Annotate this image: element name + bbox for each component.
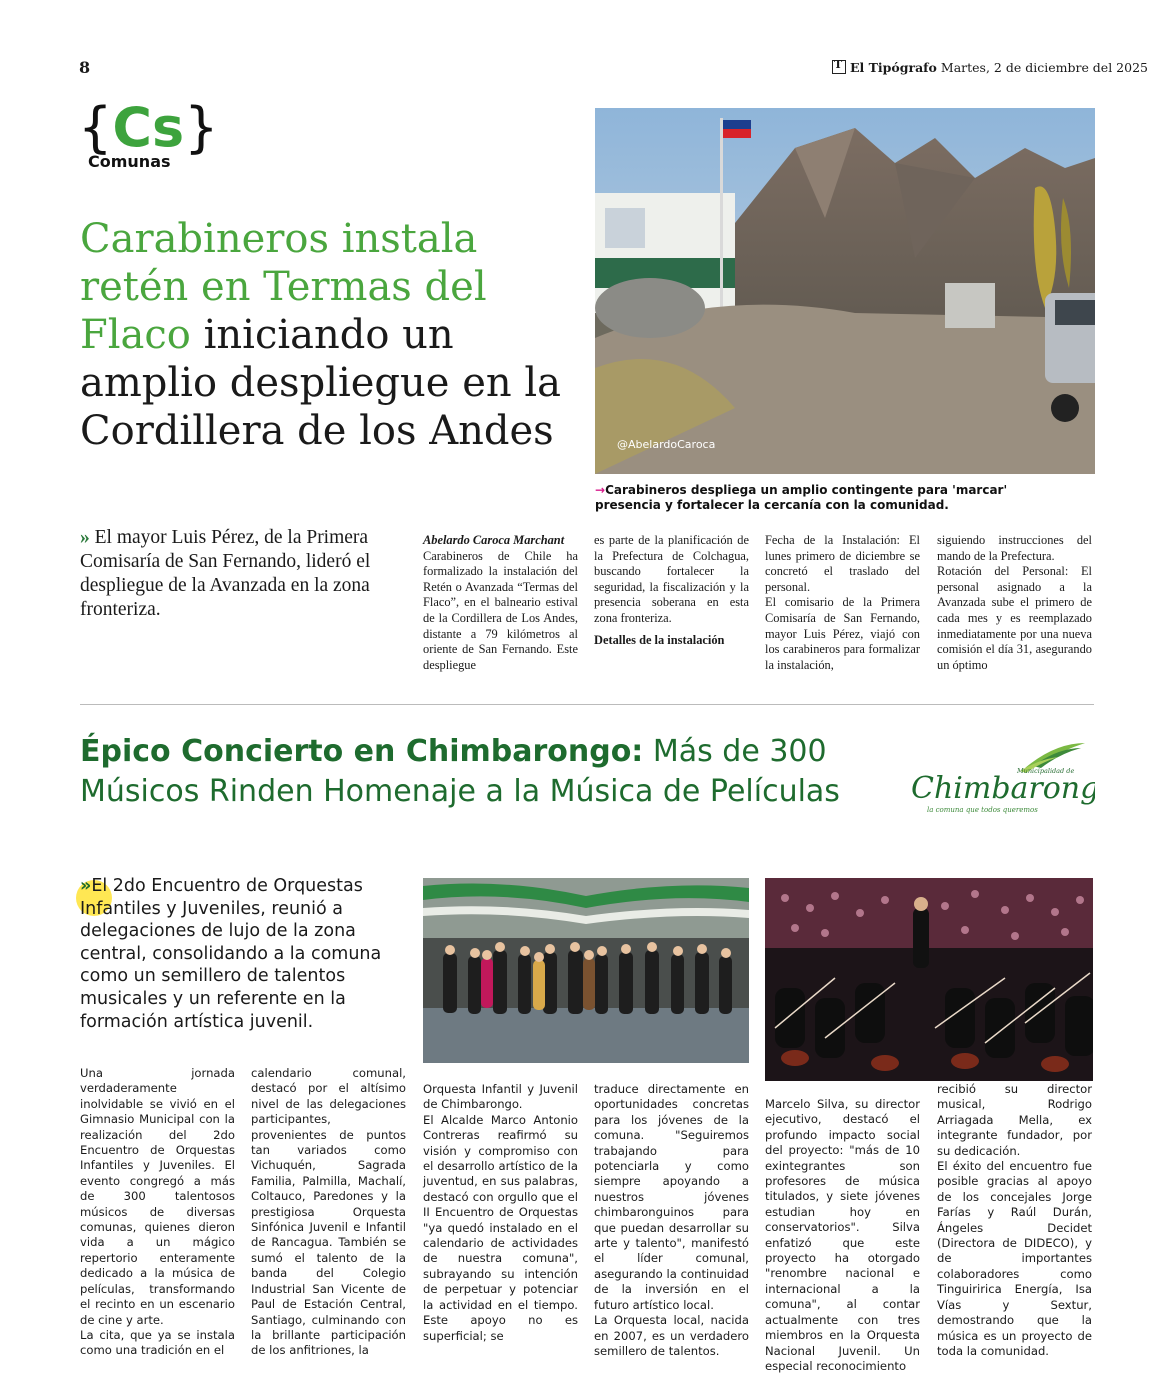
logo-top-text: Municipalidad de [1017, 767, 1075, 775]
article1-photo [595, 108, 1095, 474]
section-divider [80, 704, 1094, 705]
article2-column-6 [937, 1082, 1092, 1359]
orchestra-performance-photo [765, 878, 1093, 1081]
section-tag [78, 98, 219, 171]
caption-text: Carabineros despliega un amplio contingente para 'marcar' presencia y fortalecer la cercanía con la comunidad. [595, 483, 1008, 512]
article2-column-2 [251, 1066, 406, 1359]
article2-column-5 [765, 1097, 920, 1374]
photo-caption [595, 483, 1075, 513]
article1-col1-text: Carabineros de Chile ha formalizado la instalación del Retén o Avanzada “Termas del Flaco”, en el balneario estival de la Cordillera de Los Andes, distante a 79 kilómetros al oriente de San Fernando. Este despliegue [423, 548, 578, 672]
article1-lead [80, 526, 410, 622]
article1-headline [80, 215, 580, 455]
headline-highlight: Carabineros instala retén en Termas del Flaco [80, 216, 487, 358]
section-code: {Cs} [78, 96, 219, 159]
lead-text: El mayor Luis Pérez, de la Primera Comisaría de San Fernando, lideró el despliegue de la Avanzada en la zona fronteriza. [80, 527, 371, 620]
section-label: Comunas [88, 152, 171, 171]
caption-arrow-icon: → [595, 483, 606, 497]
article2-col4-text-b: La Orquesta local, nacida en 2007, es un verdadero semillero de talentos. [594, 1313, 749, 1358]
headline-rest: iniciando un amplio despliegue en la Cordillera de los Andes [80, 312, 561, 454]
page-number: 8 [79, 58, 91, 77]
article2-col1-text-a: Una jornada verdaderamente inolvidable se vivió en el Gimnasio Municipal con la realización del 2do Encuentro de Orquestas Infantiles y Juveniles. El evento congregó a más de 300 talentosos músicos de diversas comunas, quienes dieron vida a un mágico repertorio enteramente dedicado a la música de películas, transformando el recinto en un escenario de cine y arte. [80, 1066, 235, 1327]
article1-col4-text-b: Rotación del Personal: El personal asignado a la Avanzada sube el primero de cada mes y es reemplazado inmediatamente por una nueva comisión el día 31, asegurando un óptimo [937, 564, 1092, 672]
article2-col1-text-b: La cita, que ya se instala como una tradición en el [80, 1327, 235, 1358]
logo-tagline: la comuna que todos queremos [927, 806, 1038, 814]
article1-column-4 [937, 533, 1092, 673]
article2-col4-text-a: traduce directamente en oportunidades concretas para los jóvenes de la comuna. "Seguiremos trabajando para potenciarla y como siempre apoyando a nuestros jóvenes chimbaronguinos para que puedan desarrollar su arte y talento", manifestó el líder comunal, asegurando la continuidad de la inversión en el futuro artístico local. [594, 1082, 749, 1312]
article2-col3-text-a: Orquesta Infantil y Juvenil de Chimbarongo. [423, 1082, 578, 1112]
chimbarongo-logo [905, 738, 1095, 828]
subheading: Detalles de la instalación [594, 632, 725, 647]
group-ceremony-photo [423, 878, 749, 1063]
masthead [832, 60, 1148, 75]
logo-main-text: Chimbaron [911, 771, 1081, 806]
lead-marker-icon: » [80, 527, 90, 548]
article2-headline [80, 732, 900, 812]
article2-col6-text-a: recibió su director musical, Rodrigo Arriagada Mella, ex integrante fundador, por su dedicación. [937, 1082, 1092, 1158]
article2-col6-text-b: El éxito del encuentro fue posible gracias al apoyo de los concejales Jorge Farías y Raúl Durán, Ángeles Decidet (Directora de DIDECO), y de importantes colaboradores como Tinguiririca Energía, Isa Vías y Sextur, demostrando que la música es un proyecto de toda la comunidad. [937, 1159, 1092, 1358]
article2-column-3 [423, 1082, 578, 1344]
article2-col3-text-b: El Alcalde Marco Antonio Contreras reafirmó su visión y compromiso con el desarrollo artístico de la juventud, en sus palabras, destacó con orgullo que el II Encuentro de Orquestas "ya quedó instalado en el calendario de actividades de nuestra comuna", subrayando su intención de perpetuar y potenciar la actividad en el tiempo. Este apoyo no es superficial; se [423, 1112, 578, 1343]
article2-lead [80, 875, 400, 1033]
article1-col3-text-b: El comisario de la Primera Comisaría de San Fernando, mayor Luis Pérez, viajó con los carabineros para formalizar la instalación, [765, 595, 920, 672]
article2-col2-text: calendario comunal, destacó por el altísimo nivel de las delegaciones participantes, provenientes de puntos tan variados como Vichuquén, Sagrada Familia, Palmilla, Machalí, Coltauco, Paredones y la prestigiosa Orquesta Sinfónica Juvenil e Infantil de Rancagua. También se sumó el talento de la banda del Colegio Industrial San Vicente de Paul de Estación Central, Santiago, culminando con la brillante participación de los anfitriones, la [251, 1066, 406, 1358]
article2-column-4 [594, 1082, 749, 1359]
section-code-letters: Cs [112, 96, 185, 159]
photo-credit: @AbelardoCaroca [617, 438, 716, 451]
lead2-text: El 2do Encuentro de Orquestas Infantiles y Juveniles, reunió a delegaciones de lujo de la zona central, consolidando a la comuna como un semillero de talentos musicales y un referente en la formación artística juvenil. [80, 876, 382, 1032]
article1-column-1 [423, 533, 578, 673]
issue-date: Martes, 2 de diciembre del 2025 [940, 60, 1148, 75]
municipality-logo-icon [905, 738, 1095, 828]
masthead-title: El Tipógrafo [850, 60, 937, 75]
article2-col5-text: Marcelo Silva, su director ejecutivo, destacó el profundo impacto social del proyecto: "más de 10 exintegrantes son profesores de música titulados, y siete jóvenes estudian hoy en conservatorios". Silva enfatizó que este proyecto ha otorgado "renombre nacional e internacional a la comuna", al contar actualmente con tres miembros en la Orquesta Nacional Juvenil. Un especial reconocimiento [765, 1097, 920, 1373]
article1-col3-text-a: Fecha de la Instalación: El lunes primero de diciembre se concretó el traslado del personal. [765, 533, 920, 594]
lead2-marker-icon: » [80, 876, 92, 896]
ceremony-photo [423, 878, 749, 1063]
newspaper-logo-icon [832, 60, 846, 74]
headline2-bold: Épico Concierto en Chimbarongo: [80, 734, 644, 769]
orchestra-photo [765, 878, 1093, 1081]
headline2-rest: Más de 300 Músicos Rinden Homenaje a la Música de Películas [80, 734, 840, 809]
article1-column-2 [594, 533, 749, 648]
byline: Abelardo Caroca Marchant [423, 533, 565, 547]
mountain-checkpoint-photo [595, 108, 1095, 474]
article1-column-3 [765, 533, 920, 673]
article1-col4-text-a: siguiendo instrucciones del mando de la Prefectura. [937, 533, 1092, 563]
article1-col2-text: es parte de la planificación de la Prefectura de Colchagua, buscando fortalecer la seguridad, la fiscalización y la presencia soberana en esta zona fronteriza. [594, 533, 749, 625]
article2-column-1 [80, 1066, 235, 1359]
